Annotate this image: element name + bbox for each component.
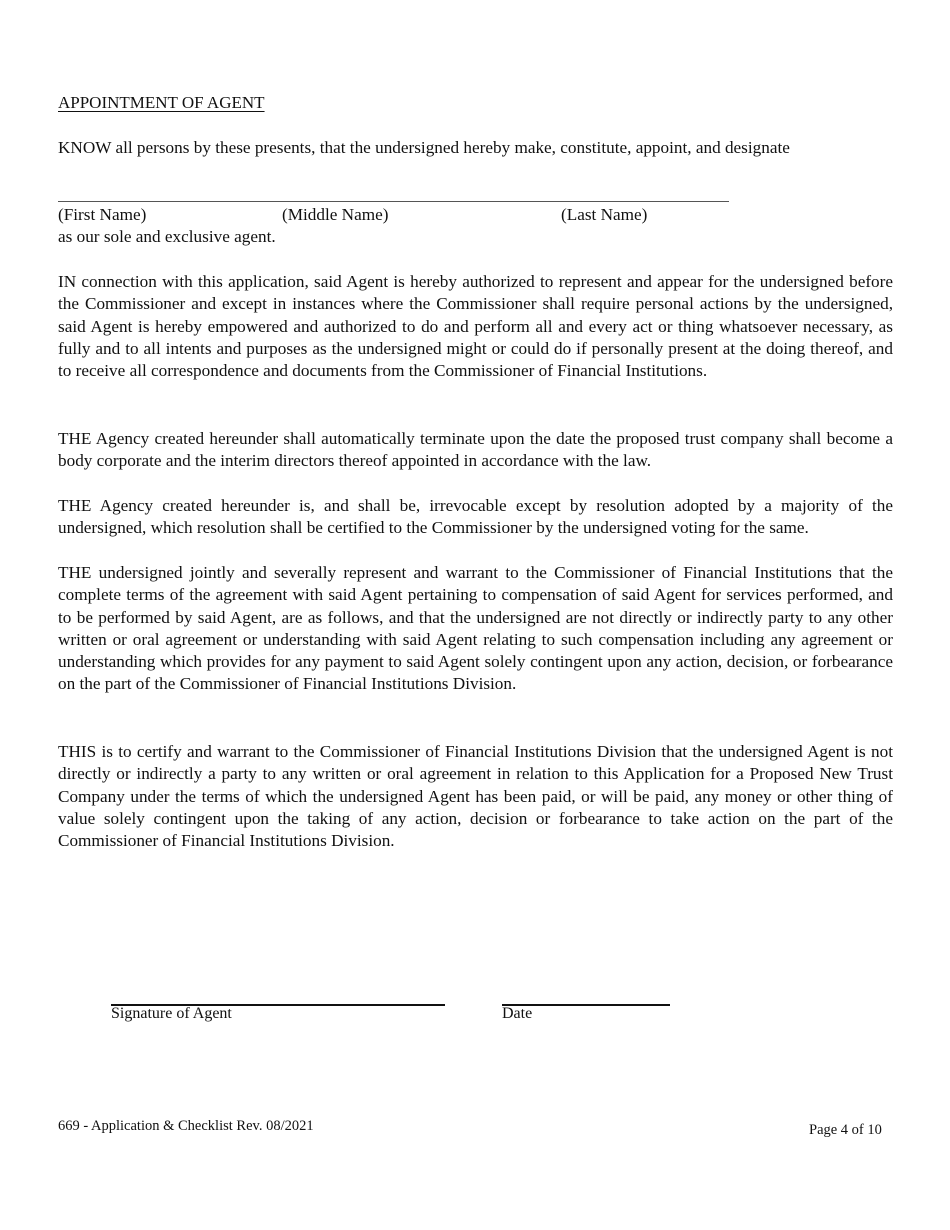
certification-paragraph: THIS is to certify and warrant to the Commissioner of Financial Institutions Division that the undersigned Agent is not directly or indirectly a party to any written or oral agreement in relation to this Application for a Proposed New Trust Company under the terms of which the undersigned Agent has been paid, or will be paid, any money or other thing of value solely contingent upon the taking of any action, decision or forbearance to take action on the part of the Commissioner of Financial Institutions Division. (58, 742, 893, 851)
last-name-label: (Last Name) (561, 205, 648, 224)
middle-name-label: (Middle Name) (282, 205, 389, 224)
termination-paragraph: THE Agency created hereunder shall automatically terminate upon the date the proposed trust company shall become a body corporate and the interim directors thereof appointed in accordance with the law. (58, 429, 893, 471)
agent-name-line[interactable] (58, 201, 729, 202)
intro-sentence: KNOW all persons by these presents, that the undersigned hereby make, constitute, appoint, and designate (58, 138, 790, 157)
first-name-label: (First Name) (58, 205, 147, 224)
page-number: Page 4 of 10 (809, 1122, 882, 1138)
agent-clause: as our sole and exclusive agent. (58, 227, 276, 246)
form-revision-footer: 669 - Application & Checklist Rev. 08/2021 (58, 1118, 314, 1134)
document-title: APPOINTMENT OF AGENT (58, 93, 265, 112)
compensation-paragraph: THE undersigned jointly and severally represent and warrant to the Commissioner of Financial Institutions that the complete terms of the agreement with said Agent pertaining to compensation of said Agent for services performed, and to be performed by said Agent, are as follows, and that the undersigned are not directly or indirectly party to any other written or oral agreement or understanding with said Agent relating to such compensation including any agreement or understanding which provides for any payment to said Agent solely contingent upon any action, decision, or forbearance on the part of the Commissioner of Financial Institutions Division. (58, 563, 893, 694)
signature-label: Signature of Agent (111, 1005, 232, 1022)
irrevocability-paragraph: THE Agency created hereunder is, and shall be, irrevocable except by resolution adopted by a majority of the undersigned, which resolution shall be certified to the Commissioner by the undersigned voting for the same. (58, 496, 893, 538)
authorization-paragraph: IN connection with this application, said Agent is hereby authorized to represent and appear for the undersigned before the Commissioner and except in instances where the Commissioner shall require personal actions by the undersigned, said Agent is hereby empowered and authorized to do and perform all and every act or thing whatsoever necessary, as fully and to all intents and purposes as the undersigned might or could do if personally present at the doing thereof, and to receive all correspondence and documents from the Commissioner of Financial Institutions. (58, 272, 893, 381)
date-label: Date (502, 1005, 533, 1022)
